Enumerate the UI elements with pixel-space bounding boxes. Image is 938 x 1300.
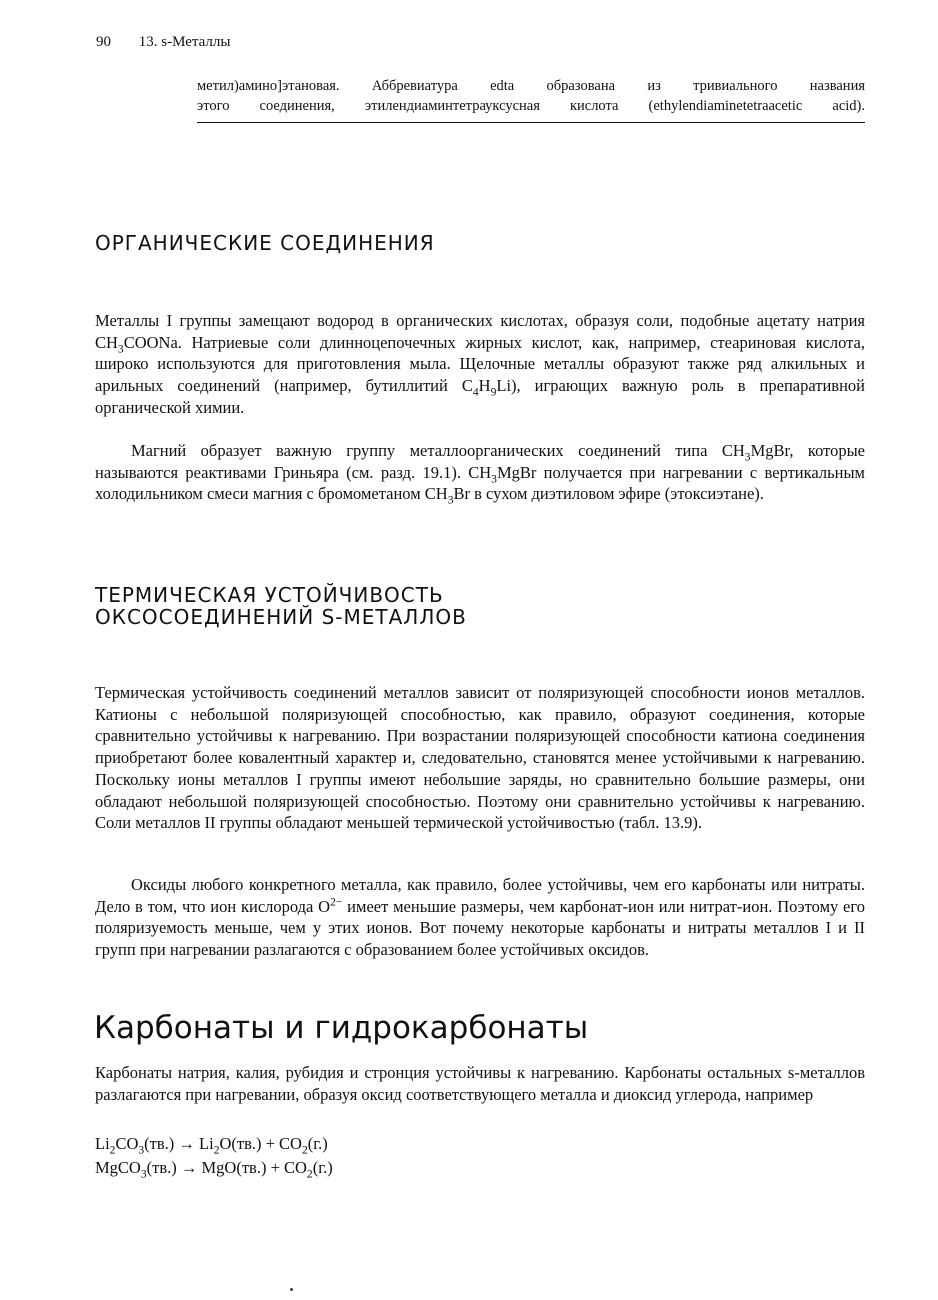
section-heading-organic: ОРГАНИЧЕСКИЕ СОЕДИНЕНИЯ	[95, 231, 435, 255]
paragraph-thermal-1: Термическая устойчивость соединений металлов зависит от поляризующей способности ионов металлов. Катионы с небольшой поляризующей способностью, как правило, образуют соединения, которые сравнительно устойчивы к нагреванию. При возрастании поляризующей способности катиона соединения приобретают более ковалентный характер и, следовательно, становятся менее устойчивыми к нагреванию. Поскольку ионы металлов I группы имеют небольшие заряды, но сравнительно большие размеры, они обладают небольшой поляризующей способностью. Поэтому они сравнительно устойчивы к нагреванию. Соли металлов II группы обладают меньшей термической устойчивостью (табл. 13.9).	[95, 683, 865, 833]
footnote-line-1: метил)амино]этановая. Аббревиатура edta образована из тривиального названия	[197, 78, 865, 94]
page-number: 90	[96, 34, 111, 50]
section-heading-thermal-line1: ТЕРМИЧЕСКАЯ УСТОЙЧИВОСТЬ	[95, 583, 444, 607]
section-heading-thermal-line2: ОКСОСОЕДИНЕНИЙ S-МЕТАЛЛОВ	[95, 605, 467, 629]
paragraph-organic-1: Металлы I группы замещают водород в органических кислотах, образуя соли, подобные ацетату натрия $CH_3COONa$. Натриевые соли длинноцепочечных жирных кислот, как, например, стеариновая кислота, широко используются для приготовления мыла. Щелочные металлы образуют также ряд алкильных и арильных соединений (например, бутиллитий $C_4H_9Li$), играющих важную роль в препаративной органической химии.	[95, 311, 866, 417]
paragraph-carbonates-1: Карбонаты натрия, калия, рубидия и стронция устойчивы к нагреванию. Карбонаты остальных s-металлов разлагаются при нагревании, образуя оксид соответствующего металла и диоксид углерода, например	[95, 1063, 865, 1104]
scan-speck	[290, 1288, 293, 1291]
page-header	[96, 34, 230, 51]
running-title: 13. s-Металлы	[138, 34, 231, 50]
footnote-line-2: этого соединения, этилендиаминтетрауксусная кислота (ethylendiaminetetraacetic acid).	[197, 98, 865, 114]
footnote	[197, 76, 865, 123]
equation-magnesium-carbonate: MgCO$_3$(тв.) → $MgO(тв.) + CO_2(г.)$	[95, 1158, 333, 1181]
paragraph-thermal-2: Оксиды любого конкретного металла, как правило, более устойчивы, чем его карбонаты или нитраты. Дело в том, что ион кислорода $O^{2-}$ имеет меньшие размеры, чем карбонат-ион или нитрат-ион. Поэтому его поляризуемость меньше, чем у этих ионов. Вот почему некоторые карбонаты и нитраты металлов I и II групп при нагревании разлагаются с образованием более устойчивых оксидов.	[95, 875, 865, 960]
section-heading-carbonates: Карбонаты и гидрокарбонаты	[94, 1010, 589, 1046]
section-heading-thermal	[95, 584, 467, 628]
paragraph-organic-2: Магний образует важную группу металлоорганических соединений типа $CH_3MgBr$, которые называются реактивами Гриньяра (см. разд. 19.1). $CH_3MgBr$ получается при нагревании с вертикальным холодильником смеси магния с бромометаном $CH_3Br$ в сухом диэтиловом эфире (этоксиэтане).	[95, 441, 866, 507]
equation-lithium-carbonate: $Li_2CO_3(тв.) \to Li_2O(тв.) + CO_2(г.)$	[95, 1134, 328, 1157]
